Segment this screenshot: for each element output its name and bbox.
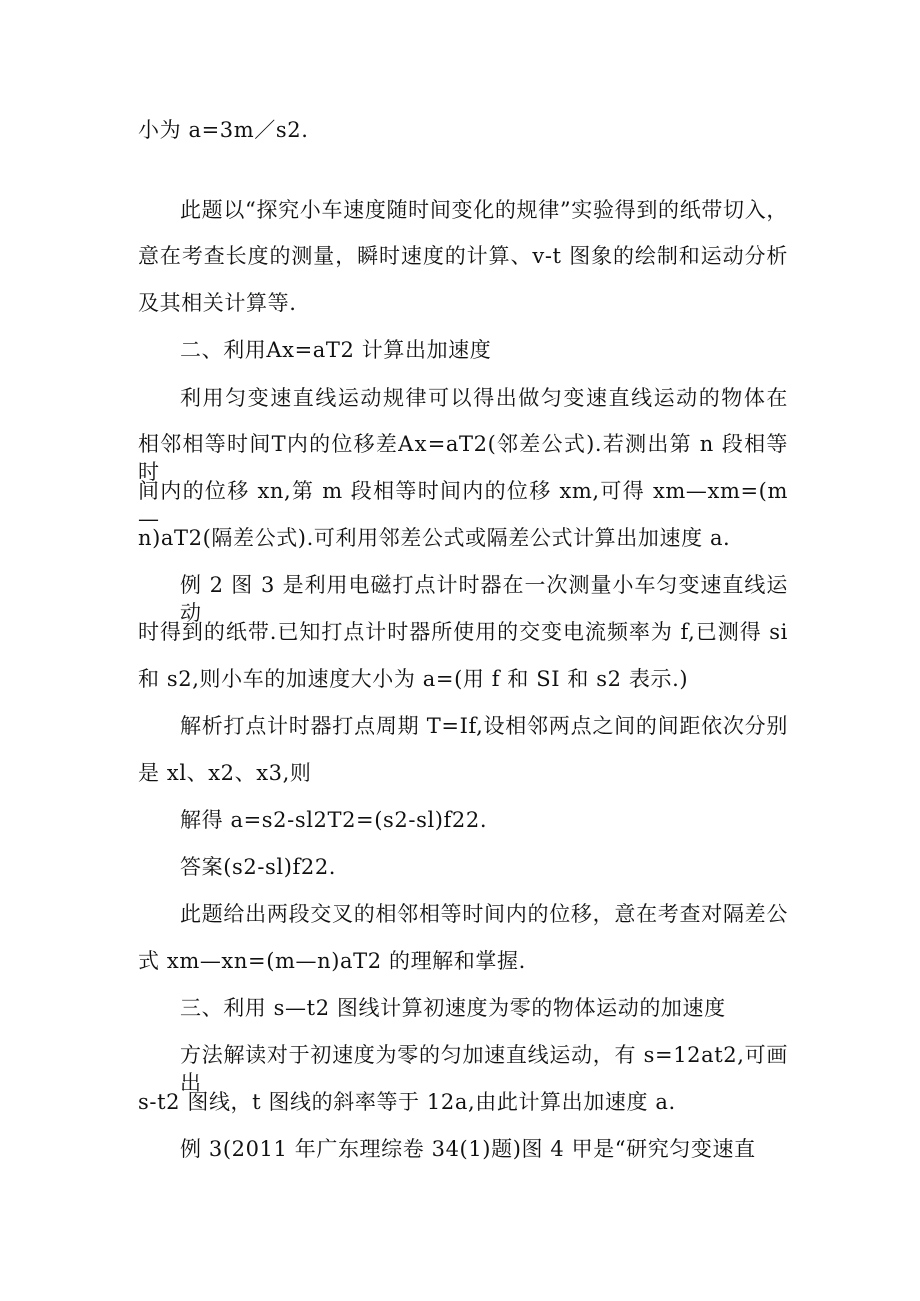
- text-line-6: 利用匀变速直线运动规律可以得出做匀变速直线运动的物体在: [180, 386, 788, 410]
- section-heading-3: 三、利用 s—t2 图线计算初速度为零的物体运动的加速度: [180, 996, 726, 1020]
- text-line-15: 解得 a=s2-sl2T2=(s2-sl)f22.: [180, 808, 488, 832]
- text-line-4: 及其相关计算等.: [138, 291, 297, 315]
- text-line-20: 方法解读对于初速度为零的匀加速直线运动，有 s=12at2,可画出: [180, 1043, 788, 1095]
- text-line-8: 间内的位移 xn,第 m 段相等时间内的位移 xm,可得 xm—xm=(m—: [138, 479, 788, 531]
- text-line-14: 是 xl、x2、x3,则: [138, 761, 312, 785]
- section-heading-2: 二、利用Αⅹ=aT2 计算出加速度: [180, 338, 492, 362]
- text-line-3: 意在考查长度的测量，瞬时速度的计算、v-t 图象的绘制和运动分析: [138, 244, 788, 268]
- text-line-12: 和 s2,则小车的加速度大小为 a=(用 f 和 SI 和 s2 表示.): [138, 667, 689, 691]
- text-line-7: 相邻相等时间Τ内的位移差Αⅹ=aT2(邻差公式).若测出第 n 段相等时: [138, 432, 788, 484]
- text-line-18: 式 xm—xn=(m—n)aT2 的理解和掌握.: [138, 949, 526, 973]
- text-line-10: 例 2 图 3 是利用电磁打点计时器在一次测量小车匀变速直线运动: [180, 573, 788, 625]
- text-line-21: s-t2 图线，t 图线的斜率等于 12a,由此计算出加速度 a.: [138, 1090, 676, 1114]
- text-line-22: 例 3(2011 年广东理综卷 34(1)题)图 4 甲是“研究匀变速直: [180, 1137, 756, 1161]
- text-line-16: 答案(s2-sl)f22.: [180, 855, 337, 879]
- text-line-11: 时得到的纸带.已知打点计时器所使用的交变电流频率为 f,已测得 si: [138, 620, 788, 644]
- text-line-17: 此题给出两段交叉的相邻相等时间内的位移，意在考查对隔差公: [180, 902, 788, 926]
- text-line-13: 解析打点计时器打点周期 T=If,设相邻两点之间的间距依次分别: [180, 714, 788, 738]
- text-line-2: 此题以“探究小车速度随时间变化的规律”实验得到的纸带切入，: [180, 198, 788, 222]
- text-line-9: n)aT2(隔差公式).可利用邻差公式或隔差公式计算出加速度 a.: [138, 526, 731, 550]
- text-line-1: 小为 a=3m／s2.: [138, 118, 309, 142]
